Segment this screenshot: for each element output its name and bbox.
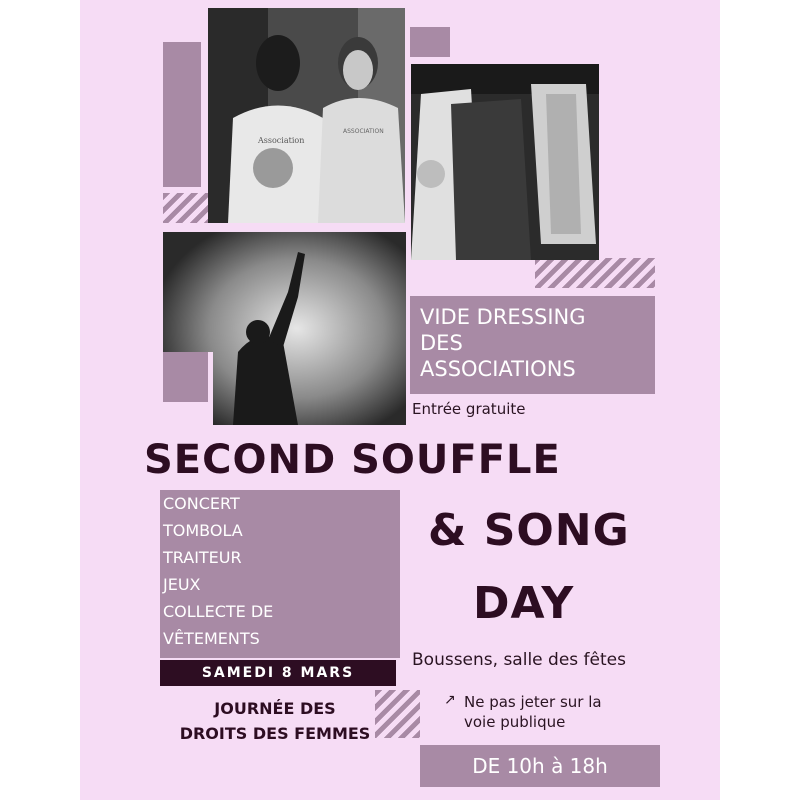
deco-square-top	[410, 27, 450, 57]
shirt-print-1: Association	[258, 136, 305, 145]
journee-droits-femmes	[160, 696, 390, 746]
deco-bar-left	[163, 42, 201, 187]
title-line2: & SONG	[428, 505, 630, 556]
deco-hatch-right	[535, 258, 655, 288]
arrow-icon: ↗	[444, 692, 456, 708]
activity-item: COLLECTE DE	[163, 602, 274, 621]
activity-item: JEUX	[163, 575, 201, 594]
event-date: SAMEDI 8 MARS	[160, 660, 396, 686]
event-location: Boussens, salle des fêtes	[412, 650, 626, 670]
vide-dressing-line1: VIDE DRESSING	[420, 305, 586, 329]
shirt-print-2: ASSOCIATION	[343, 128, 384, 135]
ne-pas-jeter-notice	[464, 692, 602, 732]
vide-dressing-line2: DES	[420, 331, 463, 355]
photo-clothes-rack	[411, 64, 599, 260]
activity-item: TOMBOLA	[163, 521, 243, 540]
journee-line2: DROITS DES FEMMES	[179, 724, 371, 743]
photo-concert	[163, 232, 406, 425]
activity-item: TRAITEUR	[163, 548, 242, 567]
title-line3: DAY	[473, 578, 575, 629]
vide-dressing-line3: ASSOCIATIONS	[420, 357, 576, 381]
poster	[80, 0, 720, 800]
event-hours: DE 10h à 18h	[420, 745, 660, 787]
photo-two-women	[208, 8, 405, 223]
nepas-line1: Ne pas jeter sur la	[464, 693, 602, 711]
title-line1: SECOND SOUFFLE	[144, 437, 561, 483]
activity-item: CONCERT	[163, 494, 240, 513]
entree-gratuite: Entrée gratuite	[412, 400, 526, 418]
journee-line1: JOURNÉE DES	[214, 699, 336, 718]
activities-list	[160, 490, 400, 658]
nepas-line2: voie publique	[464, 713, 566, 731]
vide-dressing-box	[410, 296, 655, 394]
activity-item: VÊTEMENTS	[163, 629, 260, 648]
